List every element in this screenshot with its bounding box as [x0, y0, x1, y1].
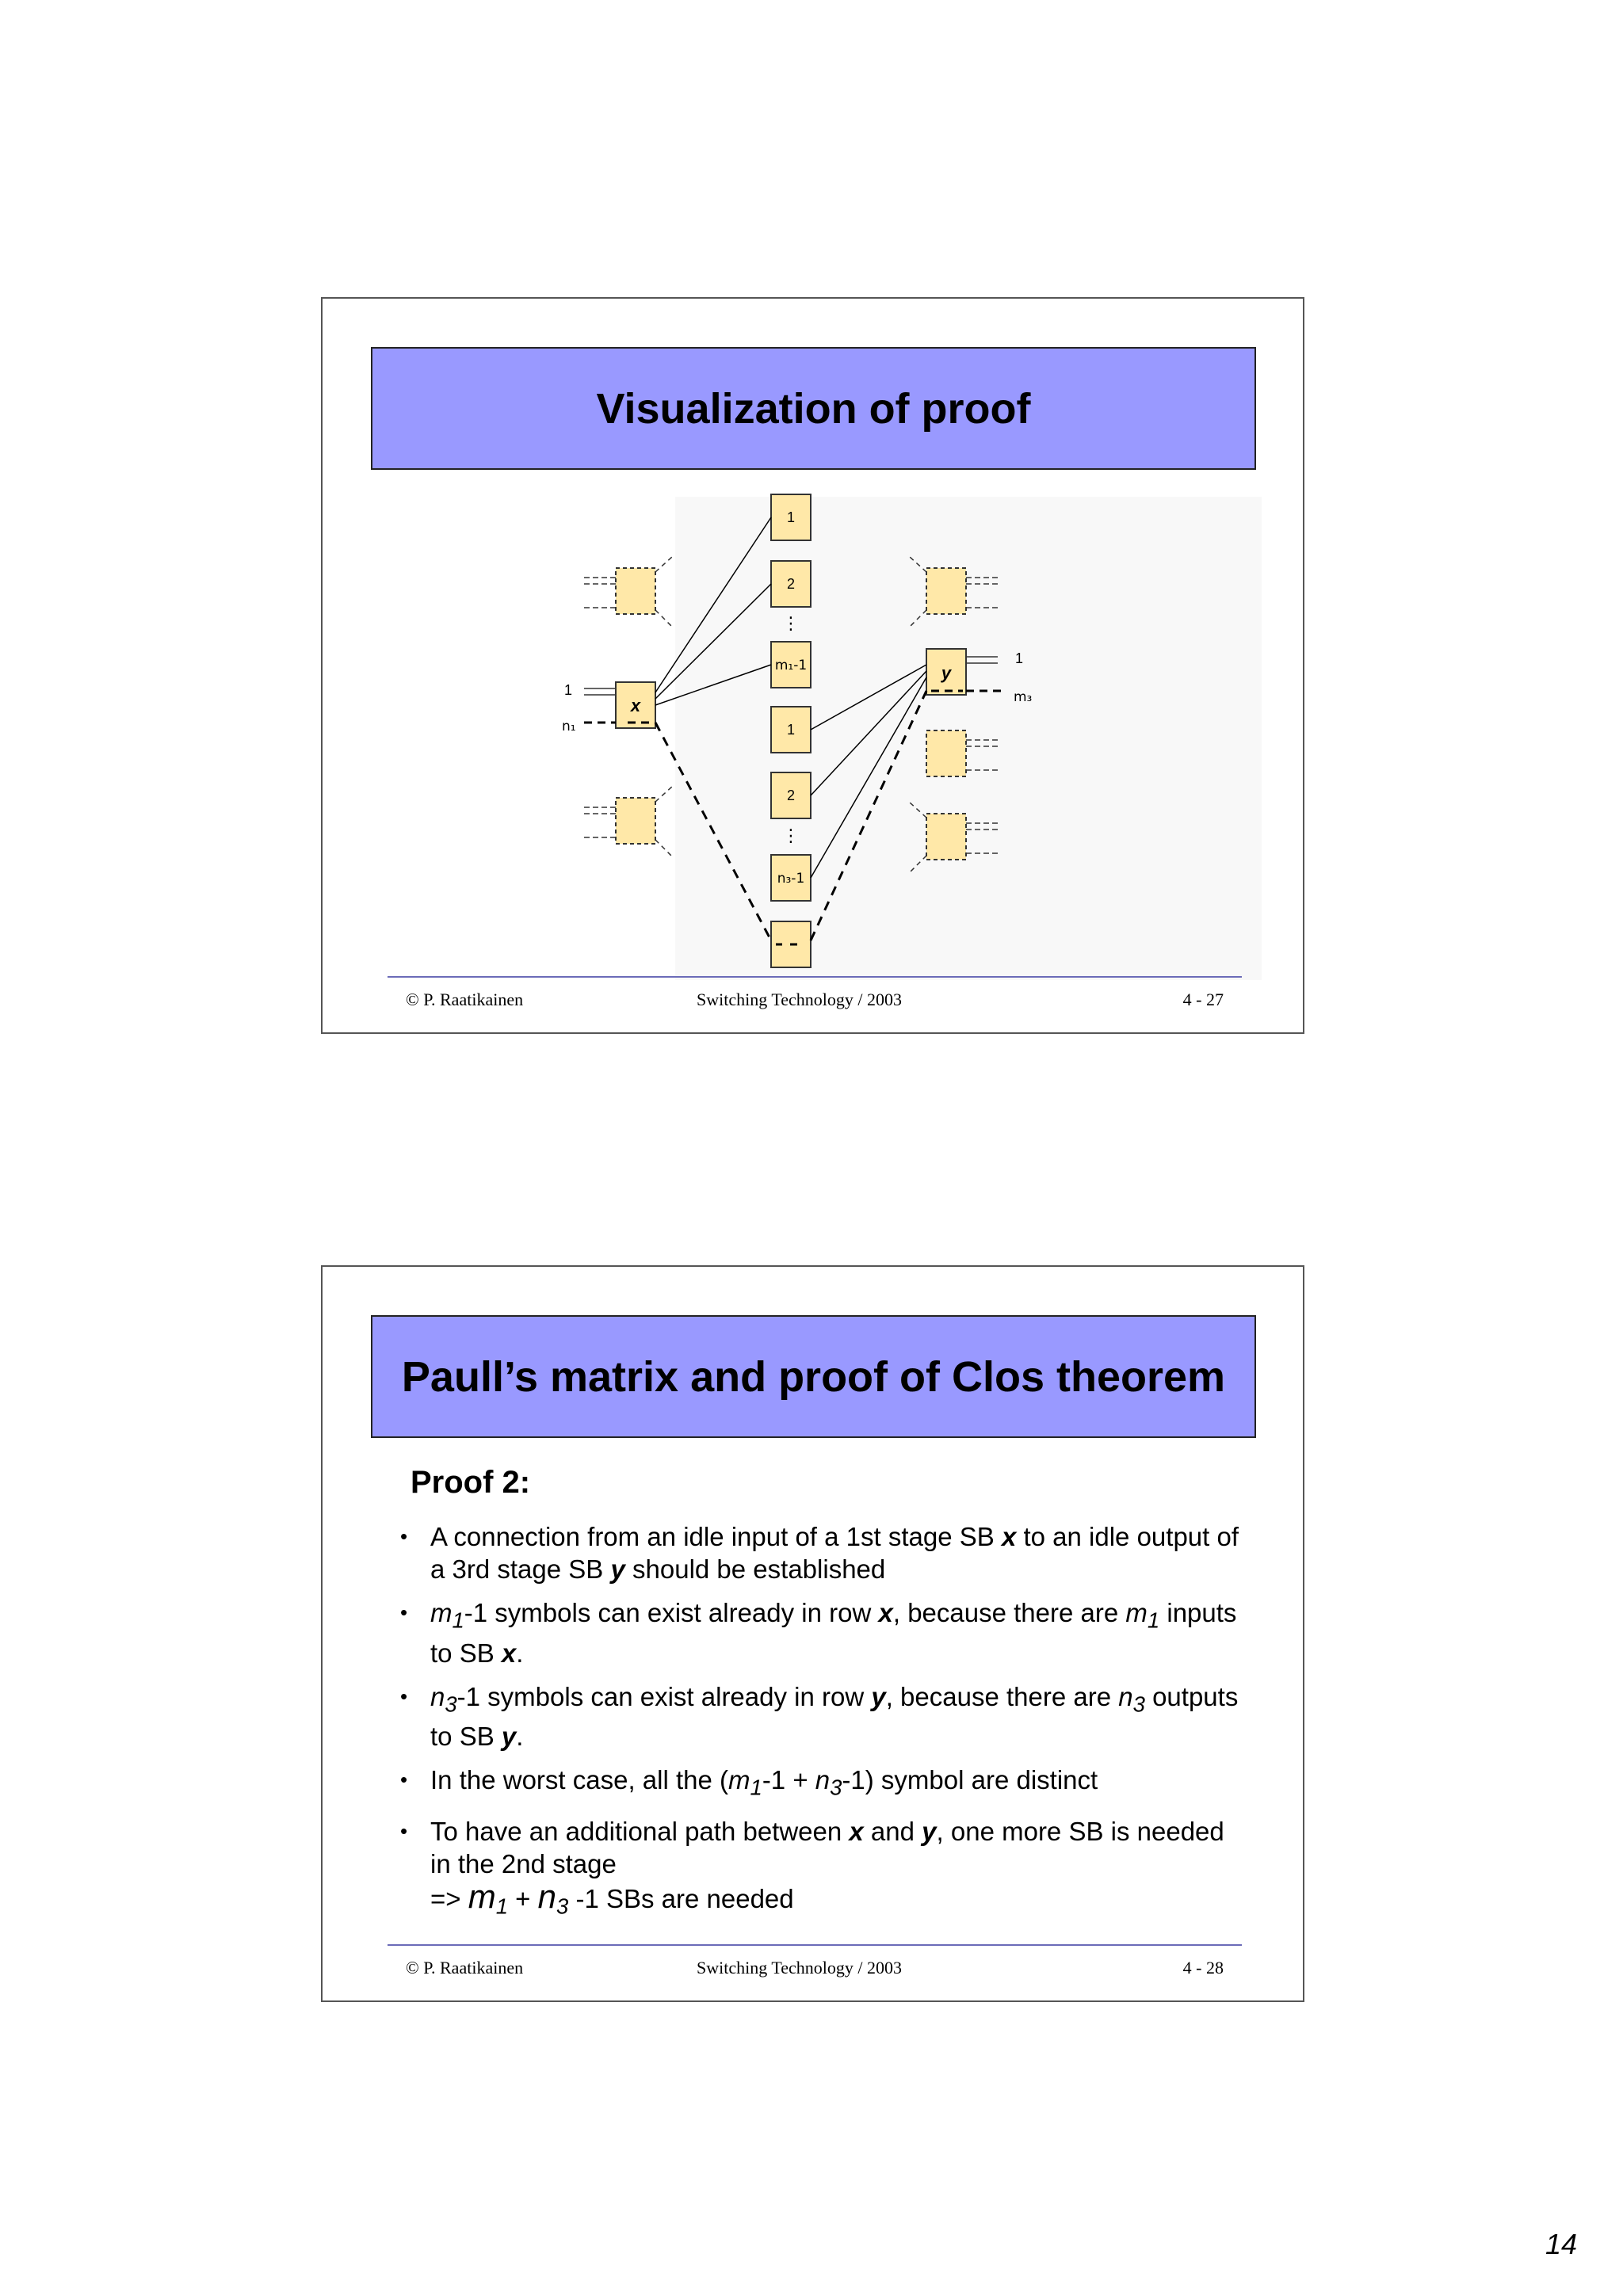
middle-stage: [771, 494, 811, 967]
bullet-item: • $m_1-1$ symbols can exist already in row x, because there are $m_1$ inputs to SB x.: [400, 1596, 1240, 1669]
input-label-last: n₁: [562, 719, 576, 734]
diagram-background: [675, 497, 1262, 980]
first-stage-sb-bottom: [616, 798, 655, 844]
sb-y-label: y: [941, 663, 952, 683]
third-stage-sb-top: [926, 568, 966, 614]
result-line: => $m_1 + n_3$ -1 SBs are needed: [430, 1877, 794, 1919]
continuation-dots: ⋮: [782, 614, 800, 634]
bullet-item: • To have an additional path between x and y, one more SB is needed in the 2nd stage => $m_1 + n_3$ -1 SBs are needed: [400, 1815, 1240, 1923]
middle-sb-label: 1: [786, 722, 796, 738]
dashed-inputs: [584, 807, 616, 837]
third-stage-sb-mid: [926, 730, 966, 776]
footer-author: © P. Raatikainen: [406, 1958, 524, 1978]
slide-visualization: [321, 297, 1304, 1034]
dashed-outputs: [655, 786, 673, 857]
dashed-outputs: [655, 556, 673, 627]
x-inputs: [584, 688, 616, 695]
footer-divider: [388, 1944, 1242, 1946]
bullet-item: • $n_3-1$ symbols can exist already in row y, because there are $n_3$ outputs to SB y.: [400, 1680, 1240, 1753]
sb-x-label: x: [630, 696, 641, 715]
input-label-first: 1: [564, 682, 573, 698]
slide-title: Visualization of proof: [596, 384, 1031, 433]
first-stage-sb-top: [616, 568, 655, 614]
slide-paull-matrix: [321, 1265, 1304, 2002]
proof-heading: Proof 2:: [411, 1465, 531, 1500]
page-number: 14: [1545, 2228, 1577, 2260]
middle-sb-label: n₃-1: [777, 871, 805, 887]
clos-network-diagram: [323, 299, 1303, 1032]
middle-sb-label: 2: [786, 788, 796, 803]
continuation-dots: ⋮: [782, 826, 800, 846]
output-label-last: m₃: [1014, 689, 1033, 705]
slide-title-bar: [371, 1315, 1256, 1438]
footer-author: © P. Raatikainen: [406, 990, 524, 1009]
middle-sb-label: m₁-1: [774, 658, 808, 673]
footer-page: 4 - 28: [1182, 1958, 1224, 1978]
footer-divider: [388, 976, 1242, 978]
proof-bullets: [400, 1520, 1240, 1933]
bullet-item: • In the worst case, all the $(m_1-1 + n_3-1)$ symbol are distinct: [400, 1764, 1240, 1804]
footer-page: 4 - 27: [1182, 990, 1224, 1009]
middle-sb-label: 2: [786, 576, 796, 592]
footer-course: Switching Technology / 2003: [697, 990, 902, 1009]
first-stage: [562, 556, 673, 857]
dashed-inputs: [584, 578, 616, 608]
bullet-item: • A connection from an idle input of a 1st stage SB x to an idle output of a 3rd stage SB y should be established: [400, 1520, 1240, 1585]
slide-title: Paull’s matrix and proof of Clos theorem: [401, 1352, 1226, 1401]
output-label-first: 1: [1015, 650, 1024, 666]
footer-course: Switching Technology / 2003: [697, 1958, 902, 1978]
middle-sb-label: 1: [786, 509, 796, 525]
third-stage-sb-bottom: [926, 814, 966, 860]
